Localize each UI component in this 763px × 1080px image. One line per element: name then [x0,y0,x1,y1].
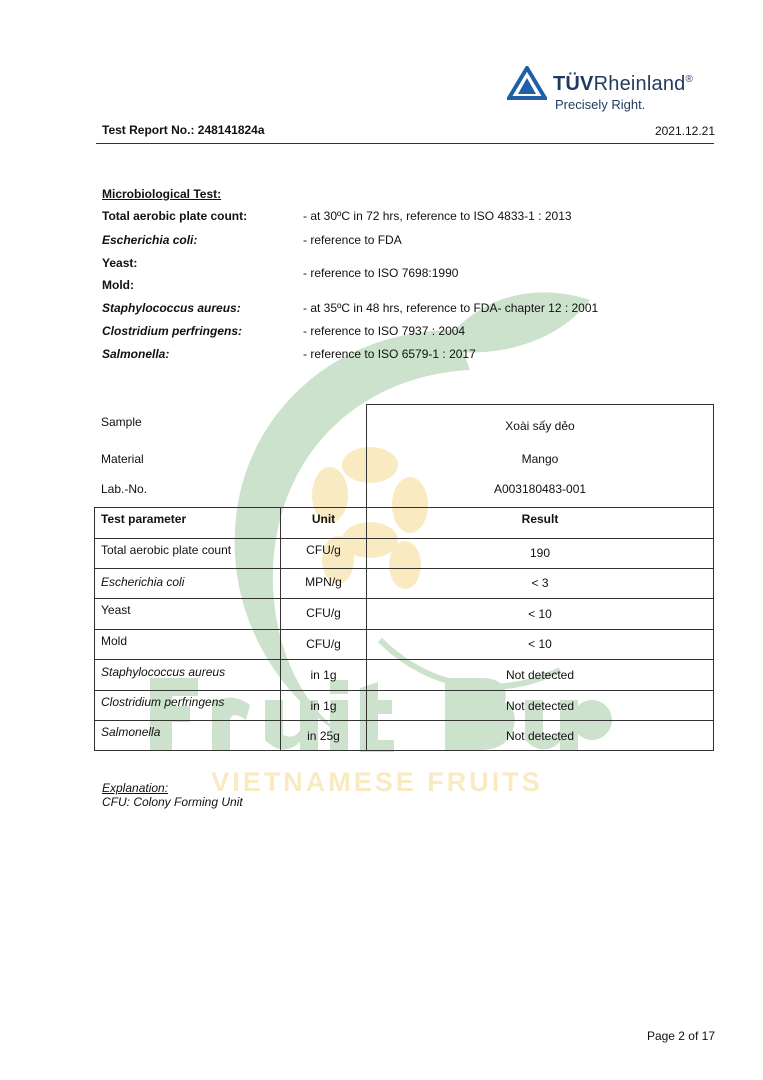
lab-number-value: A003180483-001 [493,482,587,496]
lab-number-label: Lab.-No. [101,482,148,496]
method-label: Escherichia coli: [102,233,198,247]
report-date: 2021.12.21 [654,124,715,138]
sample-label: Sample [101,415,142,429]
table-cell-result: < 10 [528,637,552,651]
table-cell-parameter: Escherichia coli [101,575,185,589]
report-number: Test Report No.: 248141824a [102,123,265,137]
explanation-title: Explanation: [102,781,169,795]
table-cell-unit: MPN/g [305,575,342,589]
col-header-parameter: Test parameter [101,512,187,526]
material-label: Material [101,452,144,466]
section-title: Microbiological Test: [102,187,222,201]
table-cell-parameter: Mold [101,634,128,648]
table-cell-unit: CFU/g [306,543,341,557]
method-reference: - reference to FDA [303,233,402,247]
method-label: Total aerobic plate count: [102,209,248,223]
table-cell-unit: in 1g [310,668,337,682]
table-cell-result: Not detected [505,699,575,713]
tuv-triangle-icon [507,66,547,100]
table-cell-result: Not detected [505,729,575,743]
table-cell-unit: CFU/g [306,637,341,651]
brand-name: TÜVRheinland® [553,73,694,95]
col-header-result: Result [521,512,559,526]
table-cell-parameter: Salmonella [101,725,161,739]
table-cell-parameter: Yeast [101,603,131,617]
method-reference: - reference to ISO 6579-1 : 2017 [303,347,476,361]
method-label: Yeast: [102,256,138,270]
method-reference: - reference to ISO 7698:1990 [303,266,459,280]
sample-value: Xoài sấy dẻo [505,419,575,433]
header-divider [96,143,714,144]
col-header-unit: Unit [311,512,336,526]
table-cell-result: 190 [529,546,551,560]
brand-tagline: Precisely Right. [555,97,646,112]
table-cell-result: < 10 [528,607,552,621]
table-cell-unit: CFU/g [306,606,341,620]
table-cell-unit: in 1g [310,699,337,713]
explanation [102,781,243,809]
watermark-tagline: VIETNAMESE FRUITS [211,767,543,797]
table-cell-result: Not detected [505,668,575,682]
method-label: Clostridium perfringens: [102,324,243,338]
page-number: Page 2 of 17 [646,1029,715,1043]
table-cell-result: < 3 [531,576,549,590]
table-cell-parameter: Clostridium perfringens [101,695,225,709]
method-label: Mold: [102,278,134,292]
table-cell-parameter: Staphylococcus aureus [101,665,226,679]
table-cell-unit: in 25g [307,729,340,743]
explanation-text: CFU: Colony Forming Unit [102,795,243,809]
method-label: Salmonella: [102,347,170,361]
material-value: Mango [521,452,559,466]
method-reference: - at 30ºC in 72 hrs, reference to ISO 4833-1 : 2013 [303,209,572,223]
method-reference: - at 35ºC in 48 hrs, reference to FDA- chapter 12 : 2001 [303,301,599,315]
method-label: Staphylococcus aureus: [102,301,241,315]
table-cell-parameter: Total aerobic plate count [101,543,232,557]
method-reference: - reference to ISO 7937 : 2004 [303,324,466,338]
